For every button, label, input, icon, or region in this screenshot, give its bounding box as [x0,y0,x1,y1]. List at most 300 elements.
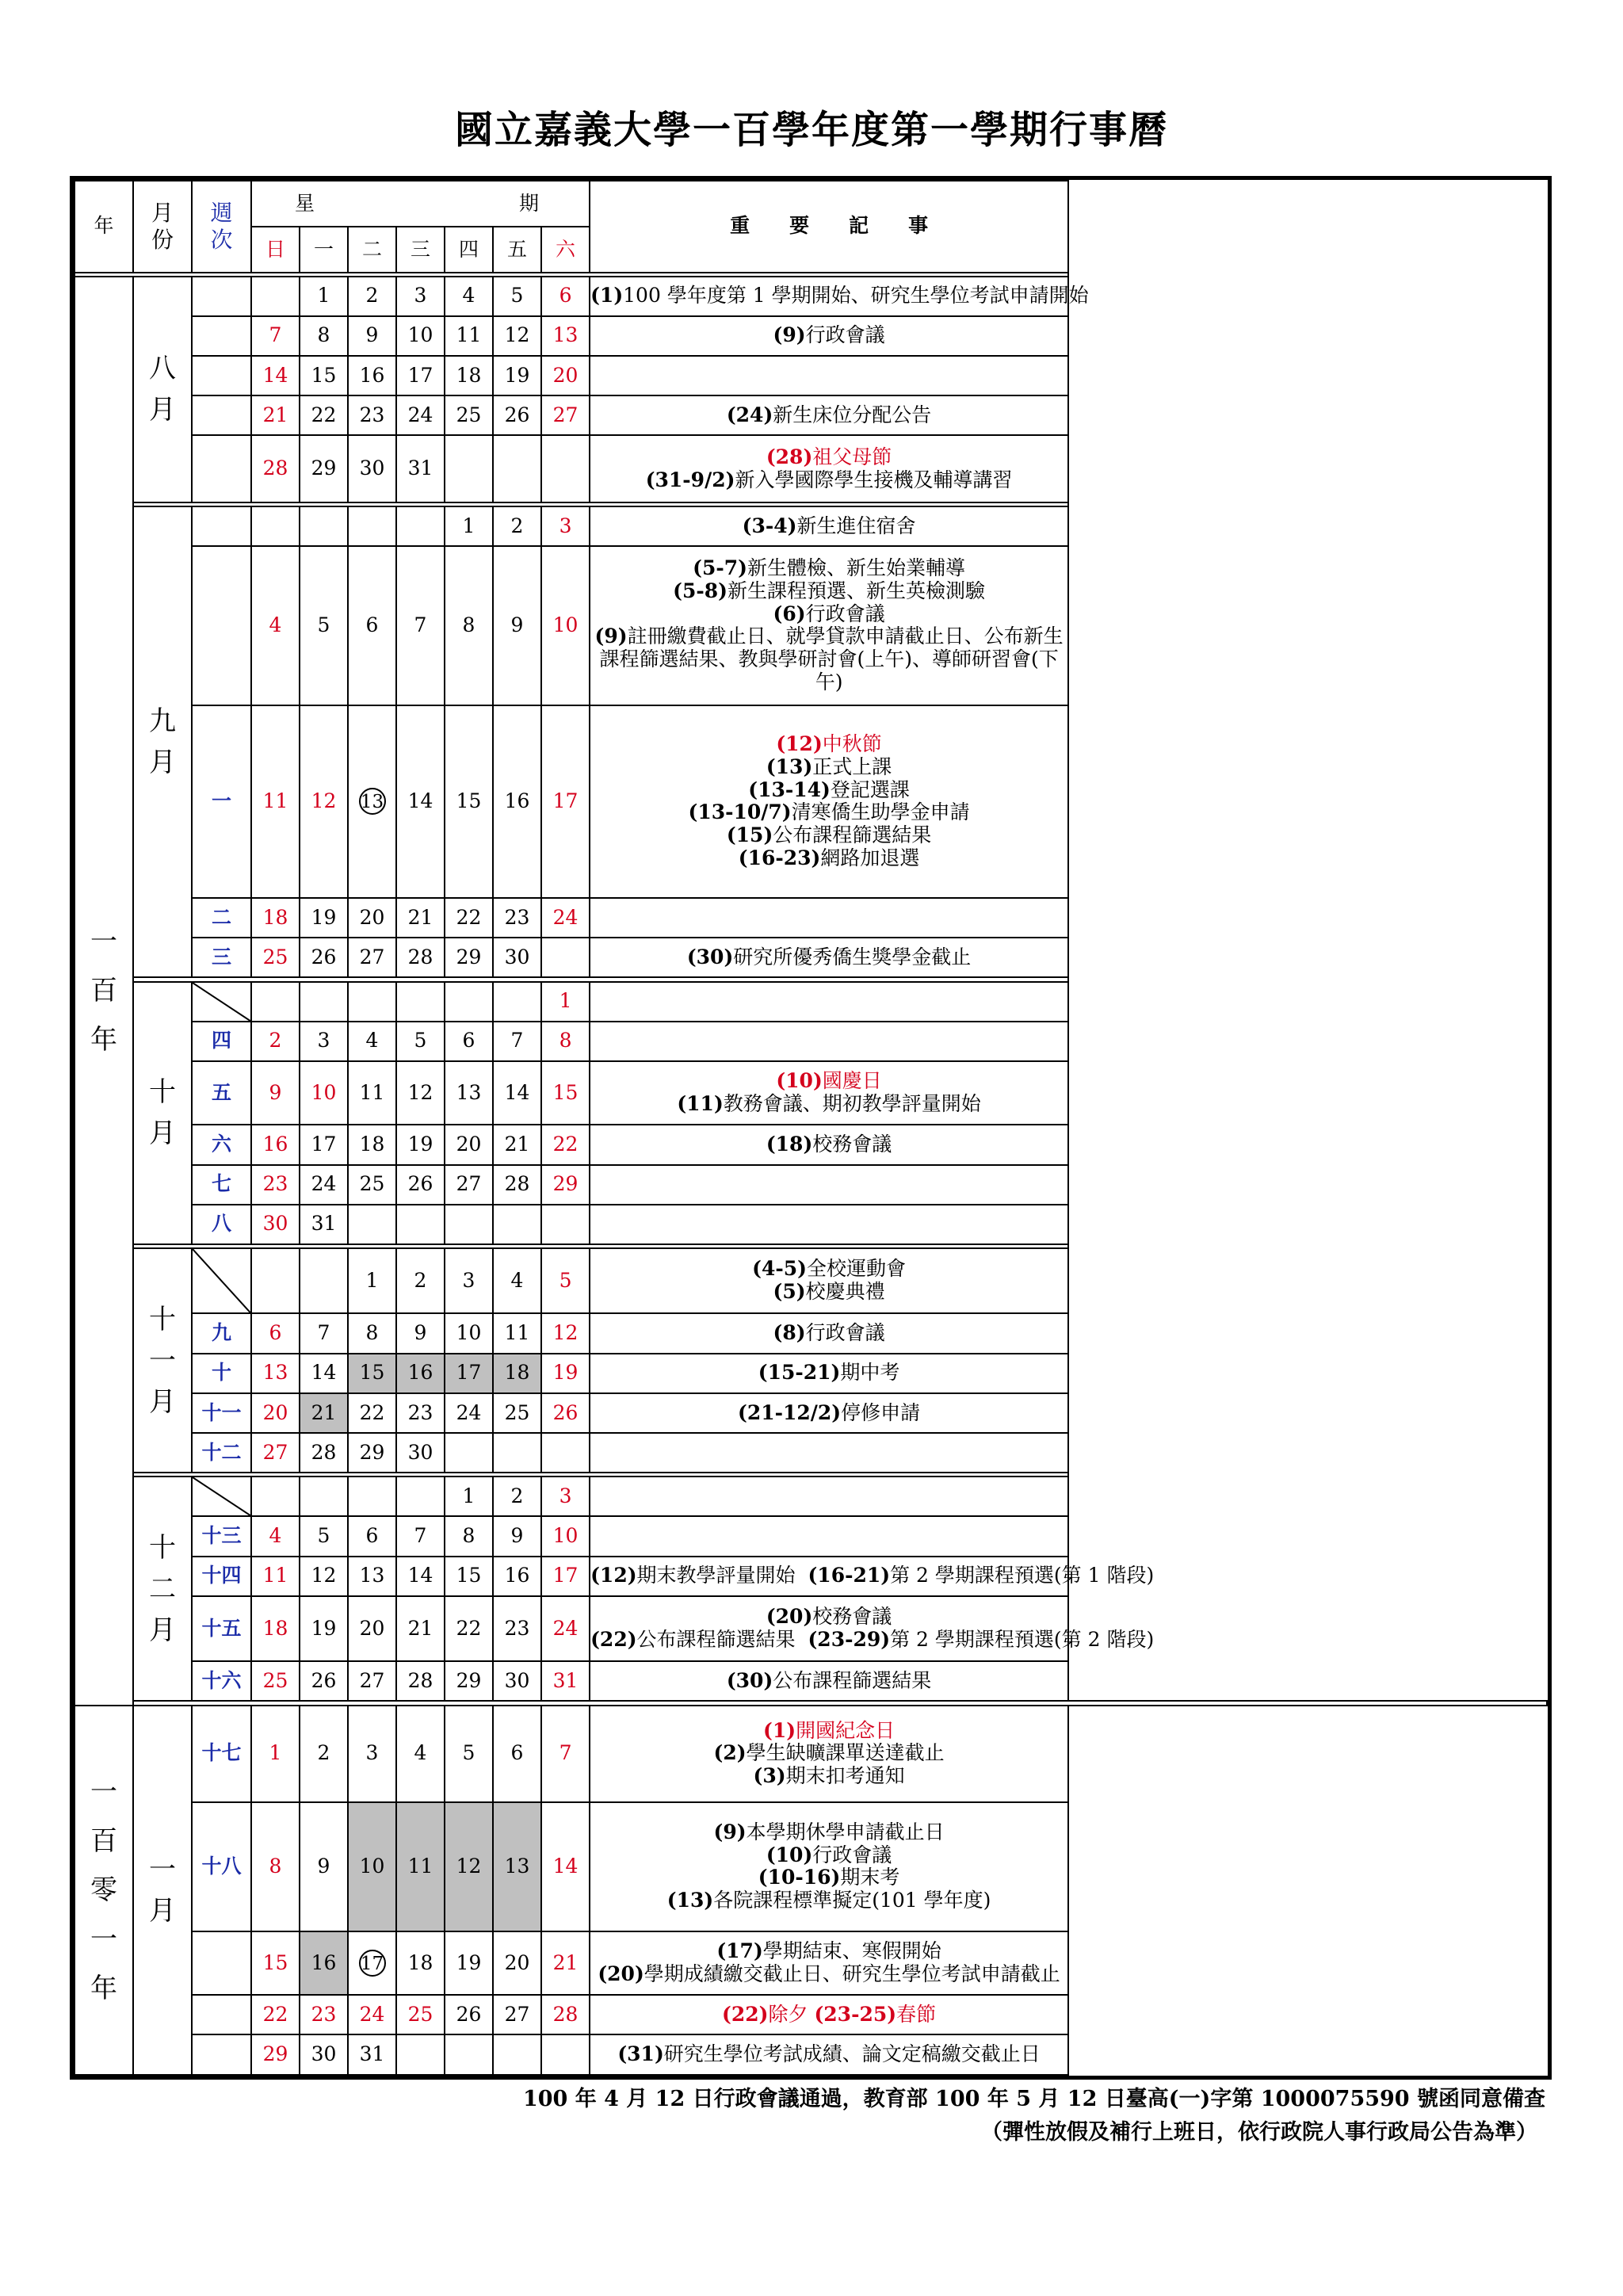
day-cell: 10 [541,1516,590,1556]
day-cell: 10 [541,546,590,705]
week-cell [192,395,251,435]
day-cell: 9 [300,1802,348,1931]
header-day-thu: 四 [445,227,493,272]
day-cell [251,277,300,316]
day-cell: 27 [541,395,590,435]
day-cell: 17 [348,1931,396,1995]
day-cell: 24 [396,395,445,435]
event-cell: (30)研究所優秀僑生獎學金截止 [590,938,1068,977]
day-cell [348,982,396,1022]
day-cell: 14 [541,1802,590,1931]
day-cell: 26 [300,1661,348,1701]
day-cell: 2 [251,1022,300,1061]
day-cell: 26 [493,395,541,435]
day-cell: 19 [300,898,348,938]
day-cell: 20 [541,356,590,395]
event-cell: (15-21)期中考 [590,1354,1068,1393]
day-cell: 15 [348,1354,396,1393]
day-cell: 27 [251,1433,300,1473]
day-cell: 5 [396,1022,445,1061]
day-cell: 9 [396,1313,445,1353]
day-cell [300,982,348,1022]
week-cell: 十三 [192,1516,251,1556]
day-cell [493,1433,541,1473]
day-cell: 4 [445,277,493,316]
day-cell: 11 [251,705,300,898]
day-cell: 28 [300,1433,348,1473]
day-cell: 5 [300,546,348,705]
day-cell: 23 [300,1995,348,2034]
day-cell: 22 [251,1995,300,2034]
event-cell: (30)公布課程篩選結果 [590,1661,1068,1701]
day-cell: 23 [251,1165,300,1205]
week-cell: 四 [192,1022,251,1061]
day-cell [396,506,445,546]
event-cell: (5-7)新生體檢、新生始業輔導 (5-8)新生課程預選、新生英檢測驗 (6)行政會議 (9)註冊繳費截止日、就學貸款申請截止日、公布新生課程篩選結果、教與學研討會(上午)、導師研習會(下午) [590,546,1068,705]
week-cell-empty [192,1248,251,1313]
day-cell: 4 [251,1516,300,1556]
day-cell: 9 [493,546,541,705]
day-cell: 19 [493,356,541,395]
day-cell [251,982,300,1022]
week-cell: 十 [192,1354,251,1393]
day-cell: 4 [396,1706,445,1803]
event-cell: (31)研究生學位考試成績、論文定稿繳交截止日 [590,2034,1068,2075]
day-cell: 19 [300,1596,348,1661]
day-cell: 24 [348,1995,396,2034]
event-cell [590,1165,1068,1205]
day-cell: 14 [396,1557,445,1596]
day-cell: 11 [445,316,493,356]
day-cell: 21 [493,1125,541,1164]
day-cell: 31 [396,435,445,502]
day-cell: 21 [251,395,300,435]
day-cell: 12 [493,316,541,356]
day-cell: 31 [300,1205,348,1244]
day-cell: 24 [445,1393,493,1433]
day-cell [541,938,590,977]
day-cell: 28 [396,1661,445,1701]
header-xing: 星 [295,191,315,215]
day-cell: 3 [300,1022,348,1061]
header-day-wed: 三 [396,227,445,272]
day-cell: 4 [251,546,300,705]
week-cell: 十六 [192,1661,251,1701]
week-cell: 九 [192,1313,251,1353]
header-day-tue: 二 [348,227,396,272]
week-cell: 六 [192,1125,251,1164]
day-cell: 16 [493,1557,541,1596]
event-cell [590,1022,1068,1061]
day-cell: 14 [396,705,445,898]
day-cell: 14 [251,356,300,395]
day-cell: 24 [300,1165,348,1205]
header-year: 年 [74,181,133,273]
day-cell [493,435,541,502]
day-cell: 6 [348,1516,396,1556]
day-cell: 30 [300,2034,348,2075]
day-cell: 4 [348,1022,396,1061]
week-cell: 七 [192,1165,251,1205]
day-cell: 1 [445,506,493,546]
day-cell [251,506,300,546]
day-cell: 8 [251,1802,300,1931]
day-cell [300,1248,348,1313]
week-cell-empty [192,982,251,1022]
day-cell: 13 [348,705,396,898]
day-cell [348,1205,396,1244]
day-cell: 17 [445,1354,493,1393]
event-cell: (9)本學期休學申請截止日 (10)行政會議 (10-16)期末考 (13)各院課程標準擬定(101 學年度) [590,1802,1068,1931]
day-cell: 15 [445,1557,493,1596]
day-cell [541,2034,590,2075]
day-cell: 18 [251,1596,300,1661]
day-cell: 10 [396,316,445,356]
month-oct: 十月 [133,982,192,1244]
day-cell: 29 [541,1165,590,1205]
day-cell: 7 [300,1313,348,1353]
week-cell [192,2034,251,2075]
week-cell: 十五 [192,1596,251,1661]
day-cell: 13 [493,1802,541,1931]
day-cell: 7 [493,1022,541,1061]
event-cell [590,898,1068,938]
day-cell [300,506,348,546]
day-cell: 29 [300,435,348,502]
day-cell: 5 [493,277,541,316]
day-cell: 8 [348,1313,396,1353]
day-cell: 5 [445,1706,493,1803]
week-cell [192,506,251,546]
day-cell: 3 [445,1248,493,1313]
day-cell: 24 [541,898,590,938]
day-cell: 7 [396,1516,445,1556]
day-cell: 30 [251,1205,300,1244]
day-cell: 12 [300,1557,348,1596]
day-cell: 26 [445,1995,493,2034]
calendar-table [70,176,1552,2080]
week-cell [192,316,251,356]
day-cell: 1 [251,1706,300,1803]
day-cell: 28 [251,435,300,502]
week-cell: 十二 [192,1433,251,1473]
day-cell: 30 [396,1433,445,1473]
day-cell: 20 [445,1125,493,1164]
day-cell: 29 [251,2034,300,2075]
day-cell: 19 [445,1931,493,1995]
day-cell: 23 [396,1393,445,1433]
day-cell [251,1477,300,1516]
day-cell: 8 [541,1022,590,1061]
day-cell: 31 [541,1661,590,1701]
day-cell: 2 [348,277,396,316]
day-cell: 16 [300,1931,348,1995]
footer-approval-note: 100 年 4 月 12 日行政會議通過，教育部 100 年 5 月 12 日臺高(一)字第 1000075590 號函同意備查 [522,2087,1545,2111]
day-cell: 16 [251,1125,300,1164]
day-cell: 25 [493,1393,541,1433]
week-cell: 一 [192,705,251,898]
day-cell [396,1477,445,1516]
day-cell: 7 [251,316,300,356]
event-cell: (17)學期結束、寒假開始 (20)學期成績繳交截止日、研究生學位考試申請截止 [590,1931,1068,1995]
year-100: 一百年 [74,277,133,1706]
event-cell [590,1477,1068,1516]
day-cell: 11 [348,1061,396,1125]
day-cell: 25 [251,938,300,977]
week-cell: 十八 [192,1802,251,1931]
day-cell: 23 [348,395,396,435]
day-cell: 27 [493,1995,541,2034]
day-cell: 13 [348,1557,396,1596]
header-qi: 期 [518,191,539,215]
day-cell: 14 [493,1061,541,1125]
day-cell [396,982,445,1022]
day-cell: 3 [396,277,445,316]
day-cell: 21 [300,1393,348,1433]
day-cell: 15 [251,1931,300,1995]
day-cell: 22 [445,898,493,938]
day-cell [300,1477,348,1516]
day-cell: 18 [348,1125,396,1164]
day-cell: 20 [251,1393,300,1433]
event-cell [590,356,1068,395]
day-cell: 10 [348,1802,396,1931]
day-cell: 26 [396,1165,445,1205]
day-cell: 6 [541,277,590,316]
day-cell [396,1205,445,1244]
event-cell: (1)100 學年度第 1 學期開始、研究生學位考試申請開始 [590,277,1068,316]
day-cell: 6 [445,1022,493,1061]
month-sep: 九月 [133,506,192,978]
event-cell: (24)新生床位分配公告 [590,395,1068,435]
event-cell: (9)行政會議 [590,316,1068,356]
header-day-sat: 六 [541,227,590,272]
day-cell: 2 [396,1248,445,1313]
day-cell [493,982,541,1022]
day-cell: 6 [251,1313,300,1353]
day-cell [348,1477,396,1516]
day-cell: 9 [348,316,396,356]
day-cell: 6 [493,1706,541,1803]
day-cell [445,1205,493,1244]
header-week: 週次 [192,181,251,273]
day-cell: 7 [396,546,445,705]
day-cell: 10 [300,1061,348,1125]
day-cell [251,1248,300,1313]
day-cell: 22 [541,1125,590,1164]
day-cell: 15 [445,705,493,898]
event-cell: (1)開國紀念日 (2)學生缺曠課單送達截止 (3)期末扣考通知 [590,1706,1068,1803]
event-cell: (28)祖父母節 (31-9/2)新入學國際學生接機及輔導講習 [590,435,1068,502]
day-cell: 26 [300,938,348,977]
day-cell [493,2034,541,2075]
event-cell [590,1433,1068,1473]
day-cell: 21 [541,1931,590,1995]
header-month: 月份 [133,181,192,273]
month-nov: 十一月 [133,1248,192,1473]
day-cell: 27 [348,1661,396,1701]
week-cell: 八 [192,1205,251,1244]
day-cell: 8 [445,1516,493,1556]
day-cell: 9 [493,1516,541,1556]
day-cell: 23 [493,898,541,938]
month-aug: 八月 [133,277,192,502]
day-cell: 2 [300,1706,348,1803]
day-cell: 4 [493,1248,541,1313]
day-cell: 12 [396,1061,445,1125]
day-cell: 20 [348,898,396,938]
day-cell: 30 [493,1661,541,1701]
day-cell: 17 [300,1125,348,1164]
day-cell [541,1433,590,1473]
day-cell: 29 [348,1433,396,1473]
week-cell: 十七 [192,1706,251,1803]
day-cell: 1 [445,1477,493,1516]
month-dec: 十二月 [133,1477,192,1701]
day-cell [348,506,396,546]
event-cell: (22)除夕 (23-25)春節 [590,1995,1068,2034]
day-cell [541,1205,590,1244]
event-cell [590,1516,1068,1556]
day-cell: 13 [541,316,590,356]
week-cell-empty [192,1477,251,1516]
day-cell: 10 [445,1313,493,1353]
footer-holiday-note: （彈性放假及補行上班日，依行政院人事行政局公告為準） [981,2120,1537,2145]
day-cell: 16 [396,1354,445,1393]
day-cell: 5 [300,1516,348,1556]
day-cell: 20 [493,1931,541,1995]
event-cell: (12)中秋節 (13)正式上課 (13-14)登記選課 (13-10/7)清寒僑生助學金申請 (15)公布課程篩選結果 (16-23)網路加退選 [590,705,1068,898]
day-cell: 17 [541,1557,590,1596]
day-cell: 12 [300,705,348,898]
day-cell: 25 [396,1995,445,2034]
day-cell: 19 [541,1354,590,1393]
week-cell: 三 [192,938,251,977]
event-cell: (4-5)全校運動會 (5)校慶典禮 [590,1248,1068,1313]
day-cell [445,1433,493,1473]
day-cell: 20 [348,1596,396,1661]
day-cell [396,2034,445,2075]
day-cell: 28 [396,938,445,977]
day-cell: 21 [396,1596,445,1661]
day-cell: 30 [493,938,541,977]
day-cell: 14 [300,1354,348,1393]
day-cell: 15 [541,1061,590,1125]
day-cell: 21 [396,898,445,938]
day-cell: 8 [300,316,348,356]
week-cell [192,356,251,395]
event-cell: (20)校務會議 (22)公布課程篩選結果 (23-29)第 2 學期課程預選(第 2 階段) [590,1596,1068,1661]
event-cell: (21-12/2)停修申請 [590,1393,1068,1433]
year-101: 一百零一年 [74,1706,133,2076]
day-cell: 3 [541,1477,590,1516]
week-cell [192,1931,251,1995]
day-cell: 12 [445,1802,493,1931]
day-cell: 27 [348,938,396,977]
day-cell: 18 [445,356,493,395]
day-cell: 13 [251,1354,300,1393]
day-cell: 30 [348,435,396,502]
month-jan: 一月 [133,1706,192,2076]
page-title: 國立嘉義大學一百學年度第一學期行事曆 [454,108,1168,152]
day-cell: 23 [493,1596,541,1661]
day-cell: 1 [348,1248,396,1313]
event-cell: (3-4)新生進住宿舍 [590,506,1068,546]
day-cell: 31 [348,2034,396,2075]
day-cell: 15 [300,356,348,395]
event-cell: (10)國慶日 (11)教務會議、期初教學評量開始 [590,1061,1068,1125]
day-cell: 12 [541,1313,590,1353]
day-cell: 2 [493,506,541,546]
header-weekday [251,181,590,227]
day-cell: 25 [348,1165,396,1205]
week-cell: 二 [192,898,251,938]
day-cell: 19 [396,1125,445,1164]
week-cell: 十一 [192,1393,251,1433]
day-cell: 6 [348,546,396,705]
day-cell: 16 [348,356,396,395]
day-cell [445,435,493,502]
day-cell: 9 [251,1061,300,1125]
day-cell: 16 [493,705,541,898]
event-cell [590,982,1068,1022]
day-cell: 13 [445,1061,493,1125]
day-cell [493,1205,541,1244]
day-cell: 3 [541,506,590,546]
day-cell: 26 [541,1393,590,1433]
day-cell: 1 [541,982,590,1022]
day-cell: 17 [541,705,590,898]
day-cell: 18 [396,1931,445,1995]
header-day-fri: 五 [493,227,541,272]
event-cell: (12)期末教學評量開始 (16-21)第 2 學期課程預選(第 1 階段) [590,1557,1068,1596]
day-cell: 27 [445,1165,493,1205]
day-cell: 11 [493,1313,541,1353]
day-cell: 17 [396,356,445,395]
week-cell: 五 [192,1061,251,1125]
week-cell [192,277,251,316]
day-cell: 25 [445,395,493,435]
day-cell: 25 [251,1661,300,1701]
day-cell: 18 [251,898,300,938]
day-cell: 28 [493,1165,541,1205]
day-cell: 22 [300,395,348,435]
day-cell [541,435,590,502]
day-cell: 3 [348,1706,396,1803]
day-cell: 7 [541,1706,590,1803]
day-cell: 22 [348,1393,396,1433]
day-cell: 29 [445,938,493,977]
day-cell: 8 [445,546,493,705]
day-cell: 24 [541,1596,590,1661]
day-cell: 1 [300,277,348,316]
day-cell: 22 [445,1596,493,1661]
day-cell: 2 [493,1477,541,1516]
event-cell [590,1205,1068,1244]
day-cell: 18 [493,1354,541,1393]
day-cell: 11 [396,1802,445,1931]
day-cell [445,982,493,1022]
day-cell: 28 [541,1995,590,2034]
week-cell [192,435,251,502]
header-day-sun: 日 [251,227,300,272]
day-cell: 29 [445,1661,493,1701]
day-cell [445,2034,493,2075]
event-cell: (8)行政會議 [590,1313,1068,1353]
event-cell: (18)校務會議 [590,1125,1068,1164]
day-cell: 11 [251,1557,300,1596]
week-cell [192,546,251,705]
